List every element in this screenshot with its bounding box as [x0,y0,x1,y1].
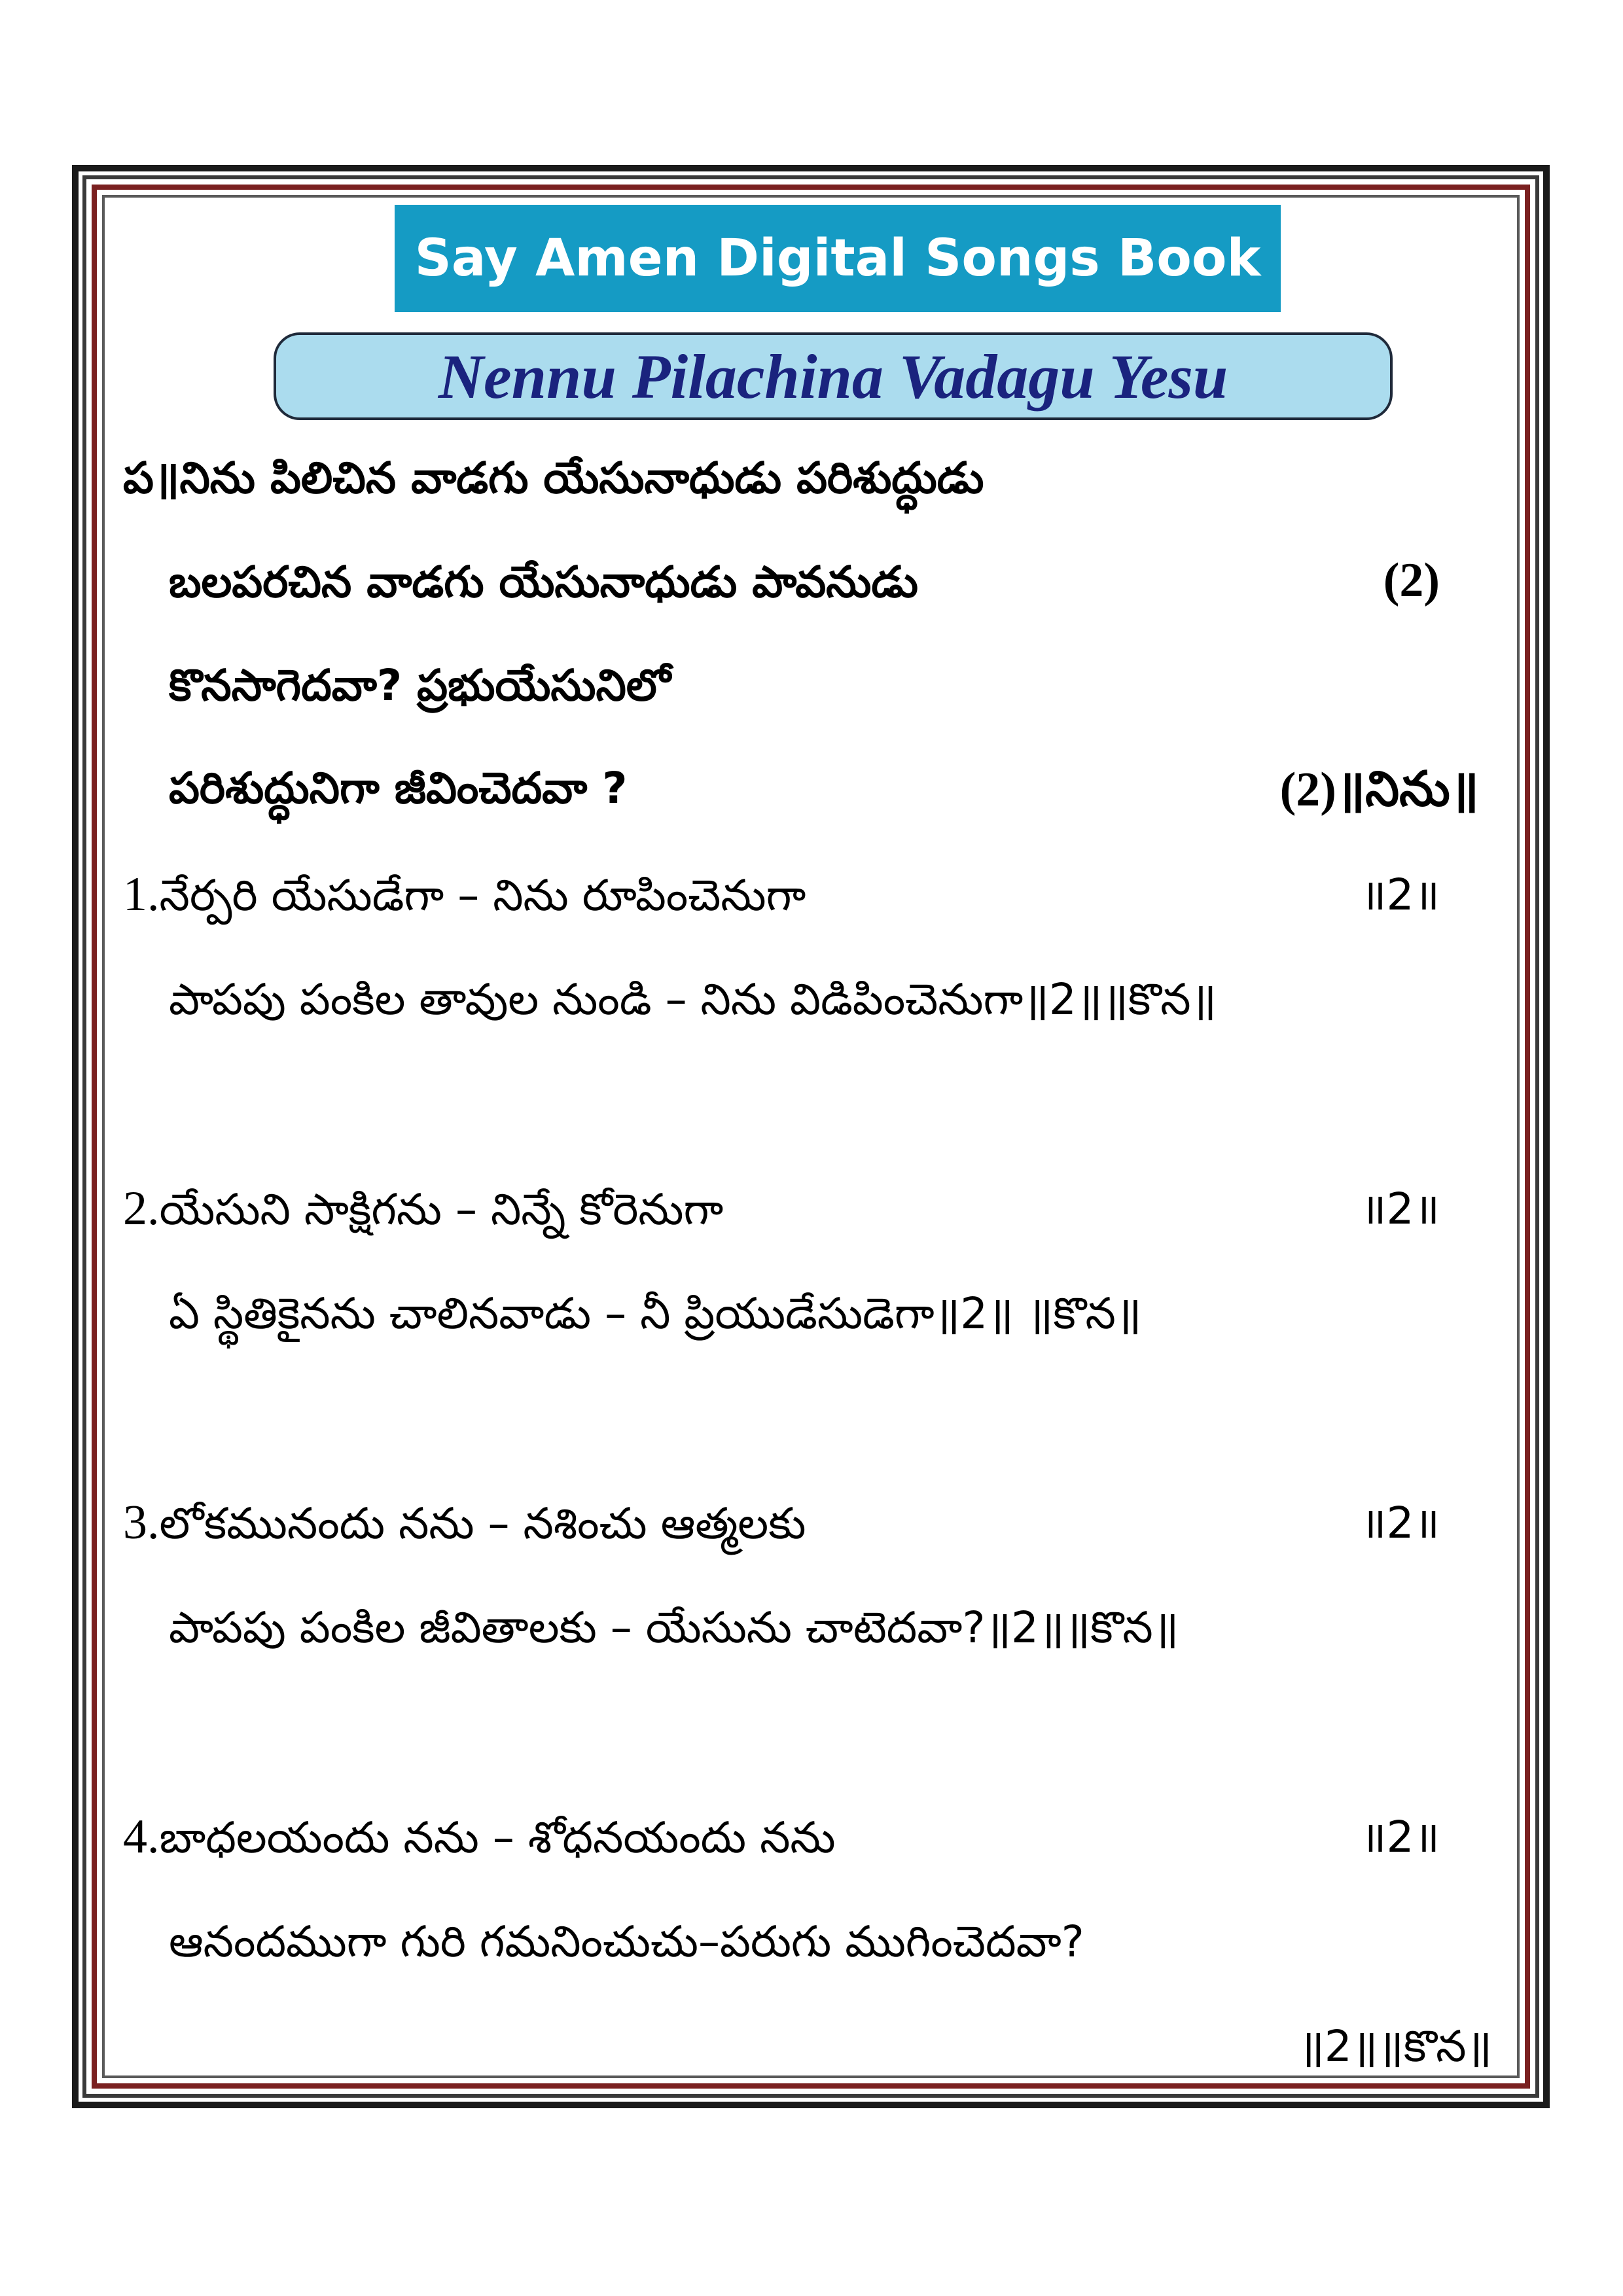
book-banner-text: Say Amen Digital Songs Book [414,229,1261,288]
verse-2-line-2: ఏ స్థితికైనను చాలినవాడు – నీ ప్రియుడేసుడెగా॥2॥ ॥కొన॥ [169,1288,1142,1339]
book-banner [395,205,1281,312]
verse-4-number: 4. [123,1810,160,1863]
verse-3-line-1: 3.లోకమునందు నను – నశించు ఆత్మలకు [123,1496,806,1549]
verse-2-line-1: 2.యేసుని సాక్షిగను – నిన్నే కోరెనుగా [123,1182,724,1235]
pallavi-line-4: పరిశుద్ధునిగా జీవించెదవా ? [169,763,628,813]
verse-1-line-1: 1.నేర్పరి యేసుడేగా – నిను రూపించెనుగా [123,868,806,921]
pallavi-line-3: కొనసాగెదవా? ప్రభుయేసునిలో [169,660,671,711]
pallavi-line-4-repeat: (2)॥నిను॥ [1279,763,1479,817]
pallavi-line-2: బలపరచిన వాడగు యేసునాధుడు పావనుడు [169,557,918,607]
verse-1-repeat: ॥2॥ [1360,870,1440,920]
pallavi-line-2-repeat: (2) [1383,554,1440,607]
verse-4-line-1: 4.బాధలయందు నను – శోధనయందు నను [123,1810,836,1863]
verse-3-line-2: పాపపు పంకిల జీవితాలకు – యేసును చాటెదవా?॥2॥॥కొన॥ [169,1602,1179,1653]
verse-2-repeat: ॥2॥ [1360,1184,1440,1234]
verse-4-line-2: ఆనందముగా గురి గమనించుచు–పరుగు ముగించెదవా? [169,1916,1084,1967]
song-title-box [274,332,1393,420]
pallavi-line-1: ప॥నిను పిలిచిన వాడగు యేసునాధుడు పరిశుద్ధుడు [123,453,984,503]
verse-1-number: 1. [123,868,160,921]
verse-4-repeat: ॥2॥ [1360,1812,1440,1862]
verse-4-line-3: ॥2॥॥కొన॥ [1298,2021,1492,2072]
verse-2-number: 2. [123,1182,160,1235]
song-title: Nennu Pilachina Vadagu Yesu [438,341,1228,412]
verse-3-repeat: ॥2॥ [1360,1498,1440,1548]
verse-1-line-2: పాపపు పంకిల తావుల నుండి – నిను విడిపించెనుగా॥2॥॥కొన॥ [169,974,1217,1025]
verse-3-number: 3. [123,1496,160,1549]
